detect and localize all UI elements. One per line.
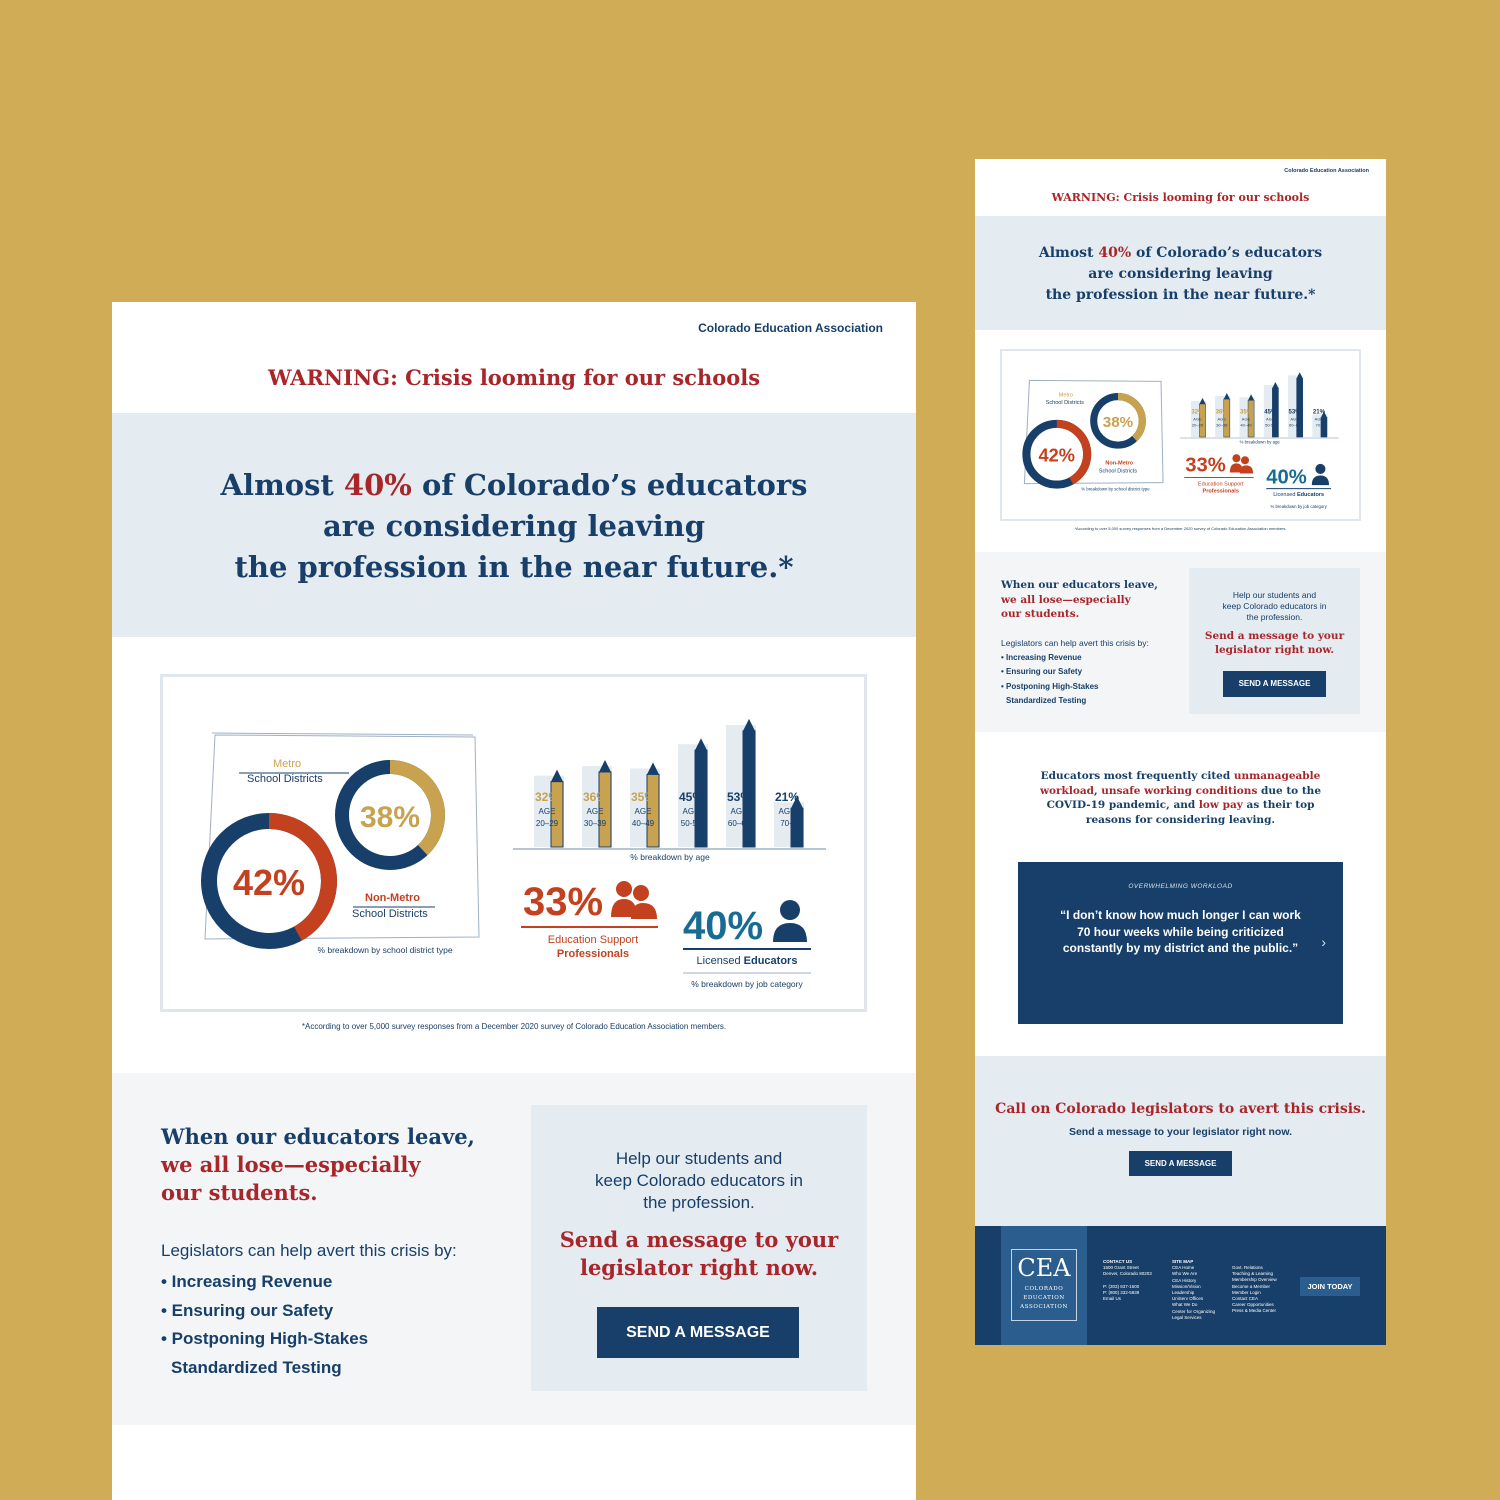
pencil-tip (1224, 393, 1230, 399)
age-category-label: 70+ (1315, 422, 1323, 428)
cta-heading: When our educators leave, we all lose—especially our students. (161, 1124, 475, 1205)
footer-sitemap (1172, 1259, 1215, 1321)
list-item: • Postponing High-Stakes (1001, 681, 1099, 691)
footer-link[interactable]: Become a Member (1232, 1283, 1271, 1289)
footer-link[interactable]: Member Login (1232, 1289, 1261, 1295)
age-value-label: 53% (726, 790, 752, 804)
pencil-bar (743, 731, 755, 847)
age-category-label: 50-59 (680, 819, 702, 828)
hero-highlight: 40% (343, 468, 412, 502)
quote-text: “I don’t know how much longer I can work 70 hour weeks while being criticized constantly by my district and the public.” (1060, 908, 1301, 955)
age-bar-label: AGE (538, 807, 556, 816)
footer-link[interactable]: Govt. Relations (1232, 1265, 1263, 1270)
le-value: 40% (683, 904, 764, 948)
call-title: Call on Colorado legislators to avert this crisis. (995, 1101, 1366, 1117)
metro-value: 38% (1102, 413, 1134, 431)
age-category-label: 70+ (780, 819, 794, 828)
list-item: Standardized Testing (1006, 696, 1087, 706)
age-category-label: 20–29 (535, 819, 559, 828)
brand-name: Colorado Education Association (698, 321, 883, 335)
cta-send-text: Send a message to your legislator right now. (1204, 630, 1345, 656)
footer-heading: SITE MAP (1172, 1259, 1194, 1264)
list-item: • Postponing High-Stakes (161, 1329, 369, 1348)
esp-label-bold: Professionals (556, 948, 630, 960)
cta-subheading: Legislators can help avert this crisis by: (161, 1241, 457, 1260)
cta-box (1189, 568, 1360, 714)
email-preview-full (975, 159, 1386, 1345)
send-message-button[interactable]: SEND A MESSAGE (1223, 671, 1326, 697)
footer-link[interactable]: Legal Services (1172, 1314, 1202, 1320)
footer-link[interactable]: Career Opportunities (1232, 1302, 1274, 1308)
footer-link[interactable]: Teaching & Learning (1232, 1271, 1274, 1277)
cta-help-text: Help our students and keep Colorado educators in the profession. (595, 1149, 803, 1212)
age-category-label: 40–49 (631, 819, 655, 828)
footer-link[interactable]: P: (303) 837-1500 (1103, 1283, 1140, 1289)
footer-links (1232, 1265, 1277, 1315)
age-bar-chart (534, 719, 804, 847)
hero-headline: Almost 40% of Colorado’s educators are considering leaving the profession in the near future.* (1038, 245, 1323, 303)
cta-send-text: Send a message to your legislator right now. (559, 1227, 839, 1280)
footer-link[interactable]: 1500 Grant Street (1103, 1265, 1139, 1271)
survey-footnote: *According to over 5,000 survey responses from a December 2020 survey of Colorado Education Association members. (1074, 526, 1287, 531)
survey-footnote: *According to over 5,000 survey responses from a December 2020 survey of Colorado Education Association members. (301, 1022, 727, 1031)
cta-box (531, 1105, 867, 1391)
age-category-label: 60–69 (727, 819, 751, 828)
nonmetro-value: 42% (1038, 445, 1075, 466)
brand-name: Colorado Education Association (1284, 168, 1369, 174)
le-label: Licensed Educators (1273, 492, 1325, 499)
reasons-text: Educators most frequently cited unmanageable workload, unsafe working conditions due to the COVID-19 pandemic, and low pay as their top reasons for considering leaving. (1039, 770, 1322, 826)
person-icon (1312, 464, 1329, 485)
list-item: Standardized Testing (171, 1357, 342, 1377)
age-bar-label: AGE (730, 807, 748, 816)
warning-headline: WARNING: Crisis looming for our schools (267, 365, 761, 390)
nonmetro-sublabel: School Districts (352, 908, 428, 920)
cta-help-text: Help our students and keep Colorado educators in the profession. (1222, 590, 1327, 622)
esp-label-bold: Professionals (1202, 488, 1239, 495)
footer (975, 1226, 1386, 1345)
age-caption: % breakdown by age (630, 852, 710, 862)
cta-subheading: Legislators can help avert this crisis by: (1001, 638, 1149, 648)
age-value-label: 21% (774, 790, 800, 804)
list-item: • Ensuring our Safety (1001, 667, 1083, 677)
quote-carousel (1018, 862, 1343, 1024)
job-caption: % breakdown by job category (1270, 503, 1327, 509)
district-caption: % breakdown by school district type (1081, 486, 1150, 492)
hero-banner (975, 216, 1386, 330)
esp-value: 33% (523, 880, 604, 924)
age-value-label: 36% (1215, 409, 1228, 416)
hero-headline: Almost 40% of Colorado’s educators are considering leaving the profession in the near future.* (220, 468, 808, 584)
donut-nonmetro (1026, 424, 1087, 485)
infographic (1000, 349, 1361, 521)
age-bar-label: AGE (682, 807, 700, 816)
age-bar-label: AGE (1314, 416, 1324, 422)
footer-link[interactable]: UniServ Offices (1172, 1296, 1204, 1302)
footer-link[interactable]: Press & Media Center (1232, 1308, 1277, 1314)
age-value-label: 32% (534, 790, 560, 804)
age-category-label: 30–39 (583, 819, 607, 828)
list-item: • Ensuring our Safety (161, 1300, 334, 1320)
footer-link[interactable]: Denver, Colorado 80203 (1103, 1271, 1152, 1277)
le-value: 40% (1266, 466, 1307, 489)
footer-contact (1103, 1259, 1152, 1302)
age-bar-label: AGE (1193, 416, 1202, 422)
nonmetro-label: Non-Metro (365, 892, 420, 904)
footer-link[interactable]: CEA History (1172, 1277, 1197, 1283)
nonmetro-sublabel: School Districts (1098, 468, 1138, 475)
pencil-bar (1297, 378, 1303, 437)
footer-link[interactable]: Email Us (1103, 1296, 1122, 1302)
age-bar-label: AGE (1241, 416, 1251, 422)
age-bar-label: AGE (586, 807, 604, 816)
quote-kicker: OVERWHELMING WORKLOAD (1128, 883, 1233, 890)
donut-metro (1094, 397, 1143, 446)
job-caption: % breakdown by job category (691, 979, 803, 989)
age-value-label: 35% (1239, 409, 1253, 416)
footer-link[interactable]: Center for Organizing (1172, 1308, 1216, 1314)
infographic-graphic-small (1002, 351, 1359, 519)
footer-link[interactable]: P: (800) 332-5939 (1103, 1290, 1140, 1296)
age-value-label: 45% (1264, 409, 1277, 416)
infographic (160, 674, 867, 1012)
list-item: • Increasing Revenue (161, 1272, 333, 1291)
footer-link[interactable]: CEA Home (1172, 1265, 1195, 1271)
cta-section (975, 552, 1386, 732)
footer-heading: CONTACT US (1103, 1259, 1133, 1264)
cta-heading: When our educators leave, we all lose—especially our students. (1001, 579, 1158, 620)
email-preview-desktop (112, 302, 916, 1500)
age-value-label: 21% (1312, 409, 1325, 416)
age-category-label: 50-59 (1265, 422, 1276, 428)
metro-label: Metro (273, 758, 302, 770)
group-icon (611, 881, 657, 919)
district-caption: % breakdown by school district type (317, 945, 453, 955)
cta-section (112, 1073, 916, 1425)
age-value-label: 32% (1191, 409, 1204, 416)
call-subtitle: Send a message to your legislator right now. (1068, 1126, 1293, 1138)
donut-nonmetro (209, 821, 329, 941)
hero-banner (112, 413, 916, 637)
age-bar-label: AGE (1266, 416, 1275, 422)
age-bar-label: AGE (634, 807, 652, 816)
call-to-action (975, 1056, 1386, 1226)
age-value-label: 45% (678, 790, 704, 804)
age-value-label: 36% (582, 790, 608, 804)
group-icon (1230, 454, 1253, 473)
age-value-label: 53% (1288, 409, 1301, 416)
metro-sublabel: School Districts (247, 773, 323, 785)
infographic-graphic (163, 677, 864, 1009)
metro-value: 38% (359, 801, 421, 834)
join-today-button[interactable]: JOIN TODAY (1300, 1277, 1360, 1296)
footer-link[interactable]: Who We Are (1172, 1271, 1198, 1277)
age-bar-chart (1191, 372, 1328, 437)
warning-headline: WARNING: Crisis looming for our schools (1051, 191, 1310, 204)
esp-label: Education Support (547, 934, 639, 946)
age-category-label: 30–39 (1216, 422, 1228, 428)
age-category-label: 20–29 (1191, 422, 1204, 428)
footer-link[interactable]: What We Do (1172, 1302, 1198, 1308)
cea-logo[interactable]: CEA COLORADO EDUCATION ASSOCIATION (1011, 1249, 1077, 1321)
footer-link[interactable]: Leadership (1172, 1290, 1195, 1296)
age-bar-label: AGE (1217, 416, 1226, 422)
donut-metro (342, 767, 438, 863)
esp-label: Education Support (1197, 481, 1244, 488)
nonmetro-label: Non-Metro (1105, 460, 1134, 467)
footer-link[interactable]: Membership Overview (1232, 1277, 1277, 1283)
person-icon (773, 900, 807, 942)
chevron-right-icon[interactable]: › (1321, 934, 1326, 950)
le-label: Licensed Educators (696, 955, 798, 967)
send-message-button[interactable]: SEND A MESSAGE (597, 1307, 799, 1358)
age-category-label: 40–49 (1240, 422, 1252, 428)
age-bar-label: AGE (778, 807, 796, 816)
age-category-label: 60–69 (1288, 422, 1301, 428)
footer-link[interactable]: Mission/Vision (1172, 1283, 1201, 1289)
list-item: • Increasing Revenue (1001, 653, 1082, 662)
metro-label: Metro (1058, 392, 1073, 399)
cta-list (161, 1268, 368, 1382)
metro-sublabel: School Districts (1045, 400, 1084, 407)
send-message-button[interactable]: SEND A MESSAGE (1129, 1151, 1232, 1176)
cta-list (1001, 651, 1098, 709)
age-value-label: 35% (630, 790, 656, 804)
nonmetro-value: 42% (232, 862, 306, 903)
footer-link[interactable]: Contact CEA (1232, 1296, 1259, 1302)
esp-value: 33% (1185, 454, 1226, 477)
age-bar-label: AGE (1290, 416, 1299, 422)
age-caption: % breakdown by age (1239, 439, 1280, 445)
